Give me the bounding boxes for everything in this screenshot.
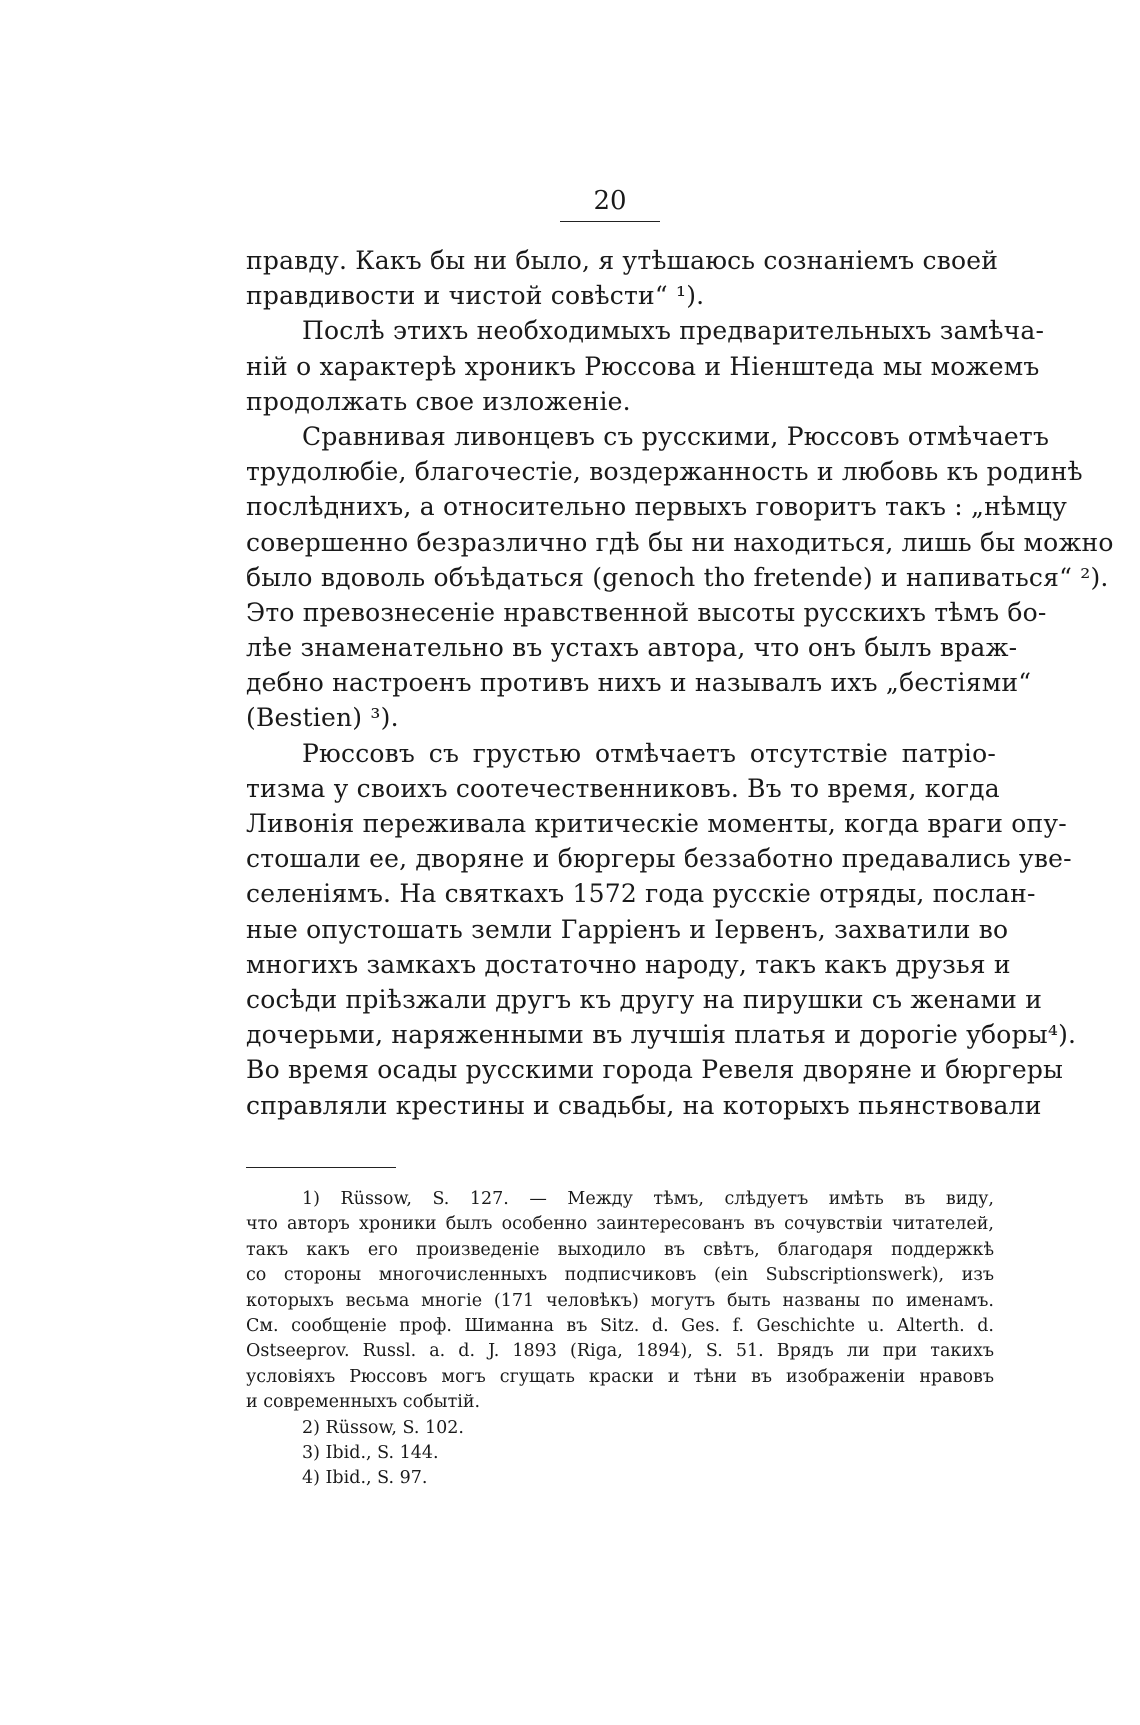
body-line: селеніямъ. На святкахъ 1572 года русскіе отряды, послан- — [246, 879, 1036, 909]
body-line: (Bestien) ³). — [246, 703, 399, 733]
footnote-line: и современныхъ событій. — [246, 1392, 481, 1413]
body-line: ные опустошать земли Гарріенъ и Іервенъ, захватили во — [246, 914, 1009, 944]
body-line: ній о характерѣ хроникъ Рюссова и Ніенштеда мы можемъ — [246, 351, 1040, 381]
body-line: продолжать свое изложеніе. — [246, 386, 631, 416]
footnote-line: со стороны многочисленныхъ подписчиковъ (ein Subscriptionswerk), изъ — [246, 1265, 994, 1286]
footnote-line: 4) Ibid., S. 97. — [302, 1468, 428, 1489]
body-line: Сравнивая ливонцевъ съ русскими, Рюссовъ отмѣчаетъ — [302, 421, 1050, 451]
body-line: тизма у своихъ соотечественниковъ. Въ то время, когда — [246, 773, 1000, 803]
body-line: Рюссовъ съ грустью отмѣчаетъ отсутствіе патріо- — [302, 738, 996, 768]
body-line: Это превознесеніе нравственной высоты русскихъ тѣмъ бо- — [246, 597, 1047, 627]
body-line: правду. Какъ бы ни было, я утѣшаюсь сознаніемъ своей — [246, 246, 999, 275]
page-number: 20 — [593, 186, 627, 216]
body-line: дочерьми, наряженными въ лучшія платья и дорогіе уборы⁴). — [246, 1020, 1077, 1050]
footnote-line: 2) Rüssow, S. 102. — [302, 1417, 464, 1438]
footnote-line: 1) Rüssow, S. 127. — Между тѣмъ, слѣдуетъ имѣть въ виду, — [302, 1189, 994, 1209]
footnote-line: такъ какъ его произведеніе выходило въ свѣтъ, благодаря поддержкѣ — [246, 1239, 994, 1260]
footnotes — [246, 1187, 994, 1492]
body-line: было вдоволь объѣдаться (genoch tho fretende) и напиваться“ ²). — [246, 562, 1109, 592]
footnote-line: 3) Ibid., S. 144. — [302, 1442, 439, 1463]
body-line: сосѣди пріѣзжали другъ къ другу на пирушки съ женами и — [246, 984, 1043, 1014]
body-line: дебно настроенъ противъ нихъ и называлъ ихъ „бестіями“ — [246, 668, 1032, 698]
footnote-line: что авторъ хроники былъ особенно заинтересованъ въ сочувствіи читателей, — [246, 1214, 994, 1235]
body-line: стошали ее, дворяне и бюргеры беззаботно предавались уве- — [246, 844, 1072, 874]
body-line: послѣднихъ, а относительно первыхъ говоритъ такъ : „нѣмцу — [246, 492, 1068, 522]
body-line: совершенно безразлично гдѣ бы ни находиться, лишь бы можно — [246, 527, 1114, 557]
footnote-divider — [246, 1167, 396, 1168]
body-line: Во время осады русскими города Ревеля дворяне и бюргеры — [246, 1055, 1064, 1085]
footnote-line: Ostseeprov. Russl. a. d. J. 1893 (Riga, 1894), S. 51. Врядъ ли при такихъ — [246, 1341, 994, 1362]
body-line: Ливонія переживала критическіе моменты, когда враги опу- — [246, 809, 1067, 838]
page-number-rule — [560, 221, 660, 222]
footnote-line: которыхъ весьма многіе (171 человѣкъ) могутъ быть названы по именамъ. — [246, 1290, 994, 1311]
body-line: правдивости и чистой совѣсти“ ¹). — [246, 281, 705, 311]
body-line: лѣе знаменательно въ устахъ автора, что онъ былъ враж- — [246, 633, 1018, 663]
body-line: многихъ замкахъ достаточно народу, такъ какъ друзья и — [246, 949, 1011, 979]
footnote-line: условіяхъ Рюссовъ могъ сгущать краски и тѣни въ изображеніи нравовъ — [246, 1366, 994, 1387]
footnote-line: См. сообщеніе проф. Шиманна въ Sitz. d. Ges. f. Geschichte u. Alterth. d. — [246, 1315, 994, 1336]
body-line: справляли крестины и свадьбы, на которыхъ пьянствовали — [246, 1090, 1042, 1120]
body-text — [246, 243, 1114, 1123]
body-line: трудолюбіе, благочестіе, воздержанность и любовь къ родинѣ — [246, 457, 1083, 487]
body-line: Послѣ этихъ необходимыхъ предварительныхъ замѣча- — [302, 316, 1045, 346]
